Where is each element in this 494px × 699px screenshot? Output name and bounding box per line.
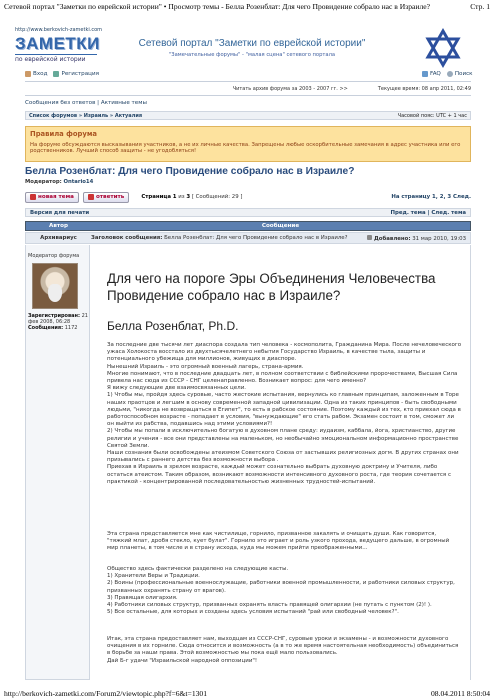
timezone: Часовой пояс: UTC + 1 час: [397, 112, 467, 119]
breadcrumb-path[interactable]: Список форумов » Израиль » Актуалия: [29, 112, 143, 119]
print-version-link[interactable]: Версия для печати: [30, 209, 90, 216]
logo-subtitle: по еврейской истории: [15, 54, 97, 63]
topic-toolbar: [25, 190, 471, 204]
moderator-line: [25, 179, 93, 185]
rules-text: На форуме обсуждаются высказывания участников, а не их личные качества. Запрещены любые оскорбительные замечания в адрес участника или его родственников. Лучший способ защиты - не угодобляться!: [30, 142, 461, 155]
register-link[interactable]: [53, 71, 99, 77]
new-topic-icon: [30, 194, 36, 200]
post-paragraph: Итак, эта страна предоставляет нам, выходцам из СССР-СНГ, суровые уроки и экзамены - и возможности духовного очищения в их горниле. Сюда относится и возможность (а в то же время настоятельная необходимость) объединиться в борьбе за наши права. Этой возможностью мы пока ещё мало пользовались.: [107, 636, 459, 657]
date-value: 31 мар 2010, 19:03: [412, 235, 466, 242]
registered-value: 21 фев 2008, 06:28: [28, 313, 88, 326]
author-panel: [25, 245, 90, 680]
avatar: [32, 263, 78, 309]
forum-rules: [25, 126, 471, 162]
current-time: Текущее время: 08 апр 2011, 02:49: [377, 86, 471, 92]
prev-next-topic-links[interactable]: Пред. тема | След. тема: [390, 209, 466, 216]
moderator-label: Модератор:: [25, 179, 62, 185]
sub-bar: [25, 208, 471, 217]
register-icon: [53, 71, 59, 77]
post-date: [367, 235, 470, 242]
registered-label: Зарегистрирован:: [28, 313, 80, 319]
post-paragraph: Я вижу следующие две взаимосвязанных цели.: [107, 385, 247, 392]
site-title: Сетевой портал "Заметки по еврейской истории": [138, 38, 366, 49]
post-heading: Для чего на пороге Эры Объединения Человечества Провидение собрало нас в Израиле?: [107, 271, 436, 303]
subject-label: Заголовок сообщения:: [91, 235, 163, 241]
reply-icon: [88, 194, 94, 200]
site-subtitle: "Замечательные форумы" - "малая сцена" сетевого портала: [168, 52, 336, 58]
search-link[interactable]: [447, 71, 473, 77]
new-topic-button[interactable]: [25, 192, 79, 203]
table-header: [25, 221, 471, 231]
date-label: Добавлено:: [374, 235, 411, 242]
post-paragraph: 1) Хранители Веры и Традиции.: [107, 573, 200, 580]
post-paragraph: Общество здесь фактически разделено на следующие касты.: [107, 566, 289, 572]
faq-label: FAQ: [430, 71, 441, 77]
post-paragraph: 5) Все остальные, для которых и созданы здесь условия испытаний "рай или свободный человек?".: [107, 609, 399, 616]
author-info: [28, 313, 88, 332]
divider: [25, 81, 471, 82]
active-topics-link[interactable]: Активные темы: [100, 100, 147, 106]
post-author[interactable]: Архивариус: [40, 235, 77, 241]
reply-button[interactable]: [83, 192, 129, 203]
post-paragraph-block-1: [107, 342, 462, 486]
print-header-page: Стр. 1: [470, 2, 490, 11]
post-paragraph: 3) Правящая олигархия.: [107, 594, 178, 601]
posts-label: Сообщения:: [28, 325, 64, 332]
print-footer-url: http://berkovich-zametki.com/Forum2/viewtopic.php?f=6&t=1301: [4, 689, 208, 698]
page-info: [141, 194, 242, 200]
breadcrumb: [25, 111, 471, 120]
subject-text: Белла Розенблат: Для чего Провидение собрало нас в Израиле?: [164, 235, 348, 241]
new-topic-label: новая тема: [38, 194, 74, 200]
post-subject: [91, 235, 367, 241]
posts-value: 1172: [64, 325, 78, 332]
print-footer: [4, 689, 490, 698]
unanswered-link[interactable]: Сообщения без ответов: [25, 100, 96, 106]
divider: [25, 95, 471, 96]
reply-label: ответить: [95, 194, 125, 200]
site-logo[interactable]: [15, 34, 100, 65]
topic-title[interactable]: Белла Розенблат: Для чего Провидение собрало нас в Израиле?: [25, 166, 355, 177]
post-paragraph: Нынешний Израиль - это огромный военный лагерь, страна-армия.: [107, 363, 304, 370]
post-paragraph: Многие понимают, что в последние двадцать лет, в полном соответствии с библейскими пророчествами, Высшая Сила привела нас сюда из СССР - СНГ целенаправленно. Возникает вопрос: для чего именно?: [107, 370, 458, 385]
faq-link[interactable]: [422, 71, 441, 77]
search-icon: [447, 71, 453, 77]
info-row: [25, 86, 471, 92]
print-header-title: Сетевой портал "Заметки по еврейской истории" • Просмотр темы - Белла Розенблат: Для чего Провидение собрало нас в Израиле?: [4, 2, 431, 11]
print-footer-datetime: 08.04.2011 8:50:04: [431, 689, 490, 698]
archive-link[interactable]: Читать архив форума за 2003 - 2007 гг. >>: [232, 86, 348, 92]
logo-title: ЗАМЕТКИ: [15, 34, 100, 53]
search-label: Поиск: [454, 71, 473, 77]
author-column-header: Автор: [49, 223, 68, 229]
post-paragraph-block-3: [107, 566, 462, 616]
faq-icon: [422, 71, 428, 77]
logo-url[interactable]: http://www.berkovich-zametki.com: [15, 27, 103, 33]
rules-title: Правила форума: [30, 130, 97, 138]
post-paragraph: 2) Чтобы мы попали в исключительно богатую в духовном плане среду: иудаизм, каббала, йога, христианство, другие религии и учения - все они представлены на маленьком, но необычайно эмоциональном информационно пространстве Святой Земли.: [107, 428, 459, 449]
page-total: 3: [186, 194, 191, 200]
page-of: из: [178, 194, 185, 200]
author-rank: Модератор форума: [28, 253, 80, 259]
post-paragraph: Приехав в Израиль в зрелом возрасте, каждый может сознательно выбрать духовную доктрину и Учителя, либо остаться атеистом. Таким образом, возникают возможности интенсивного духовного роста, где теория сочетается с практикой - концентрированной последовательностью жизненных трудностей-испытаний.: [107, 464, 452, 485]
key-icon: [25, 71, 31, 77]
message-column-header: Сообщение: [261, 223, 300, 229]
post-meta: [25, 232, 471, 244]
moderator-link[interactable]: Ontario14: [63, 179, 94, 185]
post-paragraph: Наши сознания были освобождены атеизмом Советского Союза от застывших религиозных догм. В других странах они призывались с раннего детства без возможности выбора .: [107, 450, 459, 464]
post-paragraph: 4) Работники силовых структур, призванных охранять власть правящей олигархии (не путать с пунктом (2)! ).: [107, 602, 432, 609]
post-count: [ Сообщений: 29 ]: [191, 194, 243, 200]
post-paragraph-block-2: [107, 531, 462, 553]
post-paragraph: Дай Б-г удачи "Израильской народной оппозиции"!: [107, 657, 258, 664]
post-paragraph: Эта страна представляется мне как чистилище, горнило, призванное закалять и очищать души. Как говорится, "тяжкий млат, дробя стекло, кует булат". Горнило это играет и роль узкого прохода, ведущего дальше, в огромный мир планеты, в том числе и в страну исхода, куда мы можем прийти преображенными...: [107, 531, 450, 552]
post-paragraph-block-4: [107, 636, 462, 665]
page-current: 1: [172, 194, 177, 200]
register-label: Регистрация: [61, 71, 99, 77]
page-prefix: Страница: [141, 194, 172, 200]
pagination[interactable]: На страницу 1, 2, 3 След.: [391, 194, 471, 200]
star-of-david-icon: [423, 28, 463, 68]
login-link[interactable]: [25, 71, 47, 77]
post-paragraph: 1) Чтобы мы, пройдя здесь суровые, часто жестокие испытания, вернулись ко главным принципам, заложенным в Торе наших праотцов и легшим в основу современной западной цивилизации. Одна из таких принципов - быть свободными людьми, "никогда не возвращаться в Египет", то есть в рабское состояние. Поэтому каждый из тех, кто приехал сюда в работоспособном возрасте - попадает в условия, "вынуждающие" его стать рабом. Экзамен состоит в том, сможет ли он выйти из рабства, подавшись над этими условиями?!: [107, 392, 461, 428]
login-label: Вход: [33, 71, 48, 77]
post-paragraph: За последние две тысячи лет диаспора создала тип человека - космополита, Гражданина Мира. После нечеловеческого ужаса Холокоста восстало из двухтысячелетнего небытия Государство Израиль, в качестве тыла, защиты и потенциального убежища для миллионов, живущих в диаспоре.: [107, 342, 462, 363]
links-separator: |: [97, 100, 100, 106]
post-icon: [367, 235, 372, 240]
post-paragraph: 2) Воины (профессиональные военнослужащие, работники военной промышленности, и работники силовых структур, призванных охранять страну от врагов).: [107, 580, 455, 594]
print-header: [4, 2, 490, 11]
quick-links: [25, 100, 147, 106]
nav-left: [25, 71, 99, 77]
post-author-name: Белла Розенблат, Ph.D.: [107, 319, 239, 333]
nav-right: [422, 71, 473, 77]
